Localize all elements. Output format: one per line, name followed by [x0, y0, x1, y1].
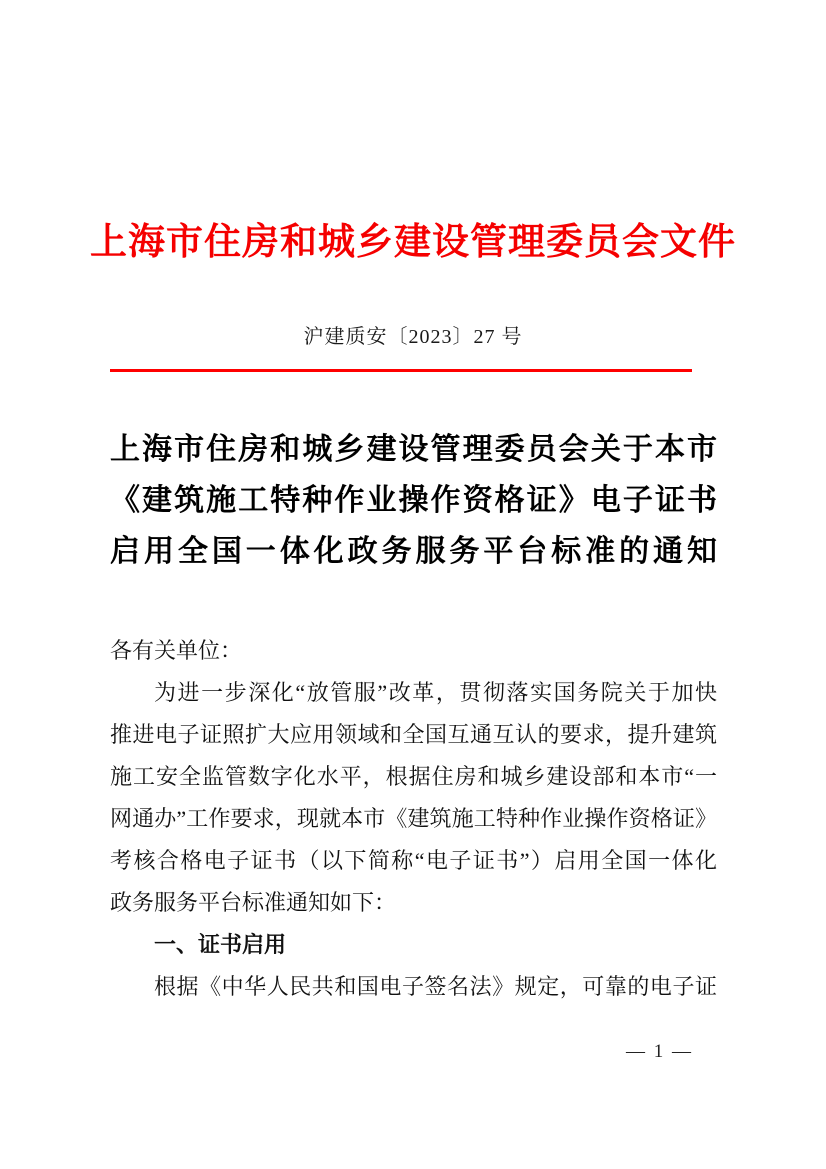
body-line: 为进一步深化“放管服”改革，贯彻落实国务院关于加快 — [154, 680, 717, 705]
body-line: 推进电子证照扩大应用领域和全国互通互认的要求，提升建筑 — [110, 722, 717, 747]
issuing-org-title: 上海市住房和城乡建设管理委员会文件 — [90, 222, 736, 263]
document-body — [110, 630, 717, 1008]
body-line: 根据《中华人民共和国电子签名法》规定，可靠的电子证 — [154, 974, 717, 999]
body-line: 施工安全监管数字化水平，根据住房和城乡建设部和本市“一 — [110, 764, 717, 789]
red-divider-line — [110, 369, 692, 372]
section-heading: 一、证书启用 — [154, 932, 287, 957]
document-title-line-3: 启用全国一体化政务服务平台标准的通知 — [110, 535, 717, 568]
salutation: 各有关单位： — [110, 638, 243, 663]
document-title-line-2: 《建筑施工特种作业操作资格证》电子证书 — [110, 484, 717, 517]
document-number: 沪建质安〔2023〕27 号 — [303, 326, 523, 348]
document-title — [110, 424, 717, 577]
body-line: 网通办”工作要求，现就本市《建筑施工特种作业操作资格证》 — [110, 806, 717, 831]
body-line: 考核合格电子证书（以下简称“电子证书”）启用全国一体化 — [110, 848, 717, 873]
document-title-line-1: 上海市住房和城乡建设管理委员会关于本市 — [110, 433, 717, 466]
page-number: — 1 — — [626, 1041, 693, 1062]
body-line: 政务服务平台标准通知如下： — [110, 890, 397, 915]
